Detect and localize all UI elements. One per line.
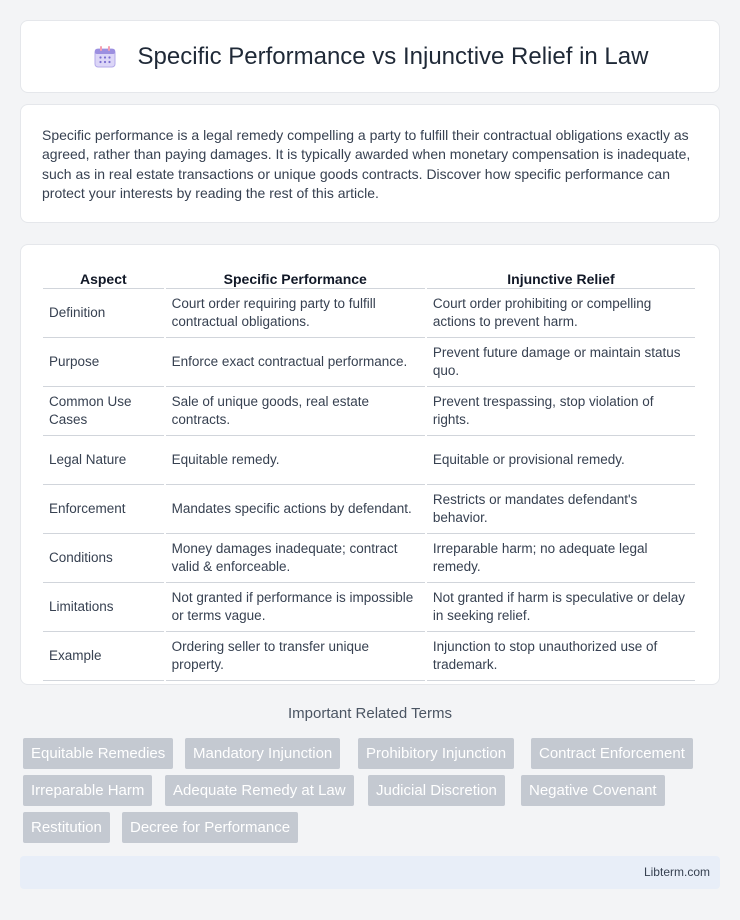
- tag-adequate-remedy-at-law[interactable]: Adequate Remedy at Law: [165, 775, 354, 806]
- footer-link[interactable]: Libterm.com: [643, 865, 710, 879]
- cell-aspect: Enforcement: [43, 485, 164, 534]
- cell-injunctive-relief: Court order prohibiting or compelling actions to prevent harm.: [427, 289, 695, 338]
- cell-injunctive-relief: Not granted if harm is speculative or delay in seeking relief.: [427, 583, 695, 632]
- header-injunctive-relief: Injunctive Relief: [427, 265, 695, 289]
- table-row: [43, 387, 695, 436]
- cell-aspect: Purpose: [43, 338, 164, 387]
- cell-specific-performance: Enforce exact contractual performance.: [166, 338, 425, 387]
- tag-judicial-discretion[interactable]: Judicial Discretion: [368, 775, 505, 806]
- related-terms-title: Important Related Terms: [288, 705, 452, 722]
- table-row: [43, 338, 695, 387]
- cell-injunctive-relief: Prevent future damage or maintain status quo.: [427, 338, 695, 387]
- tag-restitution[interactable]: Restitution: [23, 812, 110, 843]
- cell-injunctive-relief: Equitable or provisional remedy.: [427, 436, 695, 485]
- cell-aspect: Limitations: [43, 583, 164, 632]
- tag-negative-covenant[interactable]: Negative Covenant: [521, 775, 665, 806]
- calendar-icon: [92, 44, 118, 70]
- intro-text: Specific performance is a legal remedy compelling a party to fulfill their contractual obligations exactly as agreed, rather than paying damages. It is typically awarded when monetary compensation is inadequate, such as in real estate transactions or unique goods contracts. Discover how specific performance can protect your interests by reading the rest of this article.: [42, 127, 691, 202]
- cell-injunctive-relief: Irreparable harm; no adequate legal remedy.: [427, 534, 695, 583]
- header-aspect: Aspect: [43, 265, 164, 289]
- comparison-table-card: [20, 244, 720, 685]
- cell-injunctive-relief: Restricts or mandates defendant's behavior.: [427, 485, 695, 534]
- intro-card: [20, 104, 720, 223]
- tag-equitable-remedies[interactable]: Equitable Remedies: [23, 738, 173, 769]
- tag-decree-for-performance[interactable]: Decree for Performance: [122, 812, 298, 843]
- page-title: Specific Performance vs Injunctive Relief in Law: [137, 42, 649, 70]
- table-row: [43, 436, 695, 485]
- header-specific-performance: Specific Performance: [166, 265, 425, 289]
- cell-aspect: Definition: [43, 289, 164, 338]
- tag-mandatory-injunction[interactable]: Mandatory Injunction: [185, 738, 340, 769]
- cell-aspect: Conditions: [43, 534, 164, 583]
- title-card: [20, 20, 720, 93]
- footer: [20, 856, 720, 889]
- tag-irreparable-harm[interactable]: Irreparable Harm: [23, 775, 152, 806]
- table-row: [43, 289, 695, 338]
- cell-specific-performance: Equitable remedy.: [166, 436, 425, 485]
- cell-specific-performance: Not granted if performance is impossible or terms vague.: [166, 583, 425, 632]
- cell-specific-performance: Mandates specific actions by defendant.: [166, 485, 425, 534]
- table-header-row: [43, 265, 695, 289]
- cell-specific-performance: Ordering seller to transfer unique property.: [166, 632, 425, 681]
- table-row: [43, 632, 695, 681]
- comparison-table: [41, 265, 697, 681]
- cell-specific-performance: Sale of unique goods, real estate contracts.: [166, 387, 425, 436]
- table-row: [43, 583, 695, 632]
- table-row: [43, 485, 695, 534]
- cell-injunctive-relief: Injunction to stop unauthorized use of trademark.: [427, 632, 695, 681]
- tag-contract-enforcement[interactable]: Contract Enforcement: [531, 738, 693, 769]
- table-row: [43, 534, 695, 583]
- cell-specific-performance: Court order requiring party to fulfill contractual obligations.: [166, 289, 425, 338]
- cell-aspect: Legal Nature: [43, 436, 164, 485]
- cell-specific-performance: Money damages inadequate; contract valid & enforceable.: [166, 534, 425, 583]
- cell-aspect: Example: [43, 632, 164, 681]
- tag-prohibitory-injunction[interactable]: Prohibitory Injunction: [358, 738, 514, 769]
- cell-injunctive-relief: Prevent trespassing, stop violation of rights.: [427, 387, 695, 436]
- cell-aspect: Common Use Cases: [43, 387, 164, 436]
